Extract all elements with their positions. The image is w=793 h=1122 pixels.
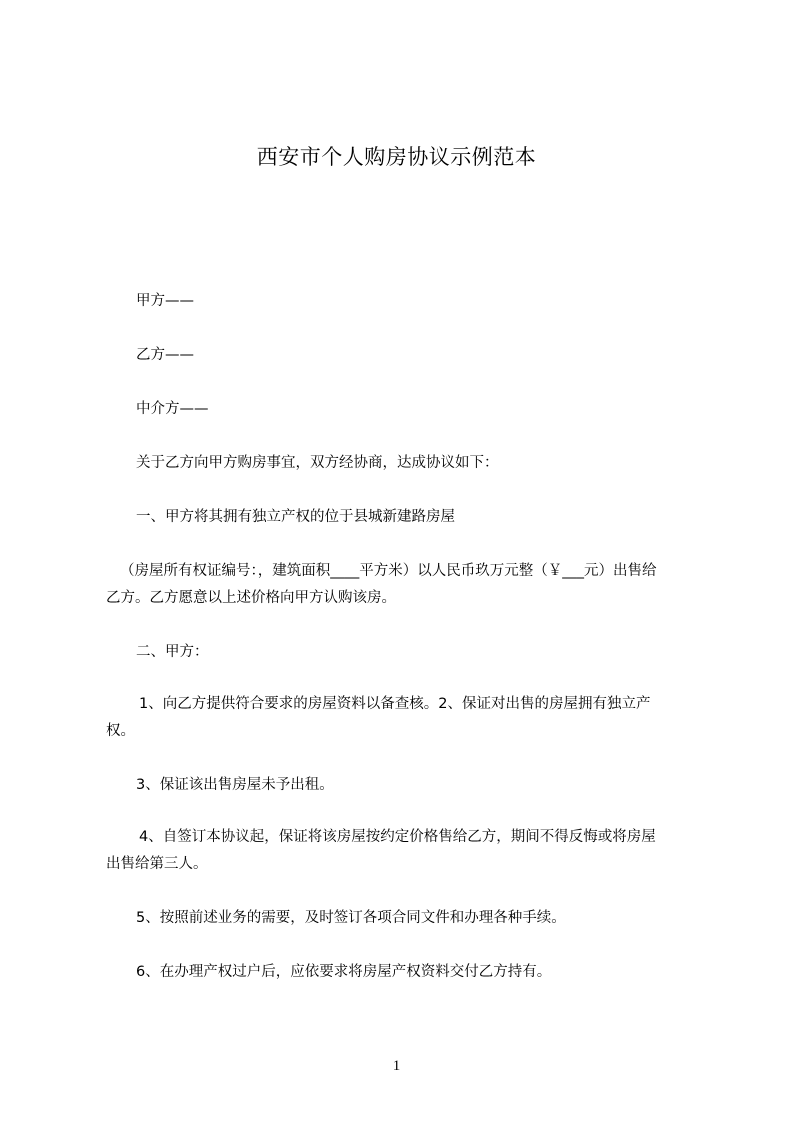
clause-2-item-4-line-1: 4、自签订本协议起，保证将该房屋按约定价格售给乙方，期间不得反悔或将房屋 xyxy=(139,829,656,845)
intro-paragraph: 关于乙方向甲方购房事宜，双方经协商，达成协议如下： xyxy=(136,455,499,471)
clause-1-heading: 一、甲方将其拥有独立产权的位于县城新建路房屋 xyxy=(136,509,455,525)
party-a-line: 甲方—— xyxy=(136,293,194,309)
clause-2-item-3: 3、保证该出售房屋未予出租。 xyxy=(136,777,334,793)
clause-2-item-1-line-2: 权。 xyxy=(106,723,135,739)
clause-1-text-line-2: 乙方。乙方愿意以上述价格向甲方认购该房。 xyxy=(106,590,396,606)
clause-2-heading: 二、甲方： xyxy=(136,644,209,660)
clause-2-item-5: 5、按照前述业务的需要，及时签订各项合同文件和办理各种手续。 xyxy=(136,910,566,926)
party-b-line: 乙方—— xyxy=(136,347,194,363)
clause-2-item-1-line-1: 1、向乙方提供符合要求的房屋资料以备查核。2、保证对出售的房屋拥有独立产 xyxy=(139,696,651,712)
page-number: 1 xyxy=(392,1058,401,1074)
document-title: 西安市个人购房协议示例范本 xyxy=(256,145,537,169)
clause-2-item-6: 6、在办理产权过户后，应依要求将房屋产权资料交付乙方持有。 xyxy=(136,964,552,980)
agent-line: 中介方—— xyxy=(136,401,209,417)
clause-1-text-line-1: （房屋所有权证编号：，建筑面积____平方米）以人民币玖万元整（￥___元）出售给 xyxy=(120,563,657,579)
clause-2-item-4-line-2: 出售给第三人。 xyxy=(106,856,208,872)
